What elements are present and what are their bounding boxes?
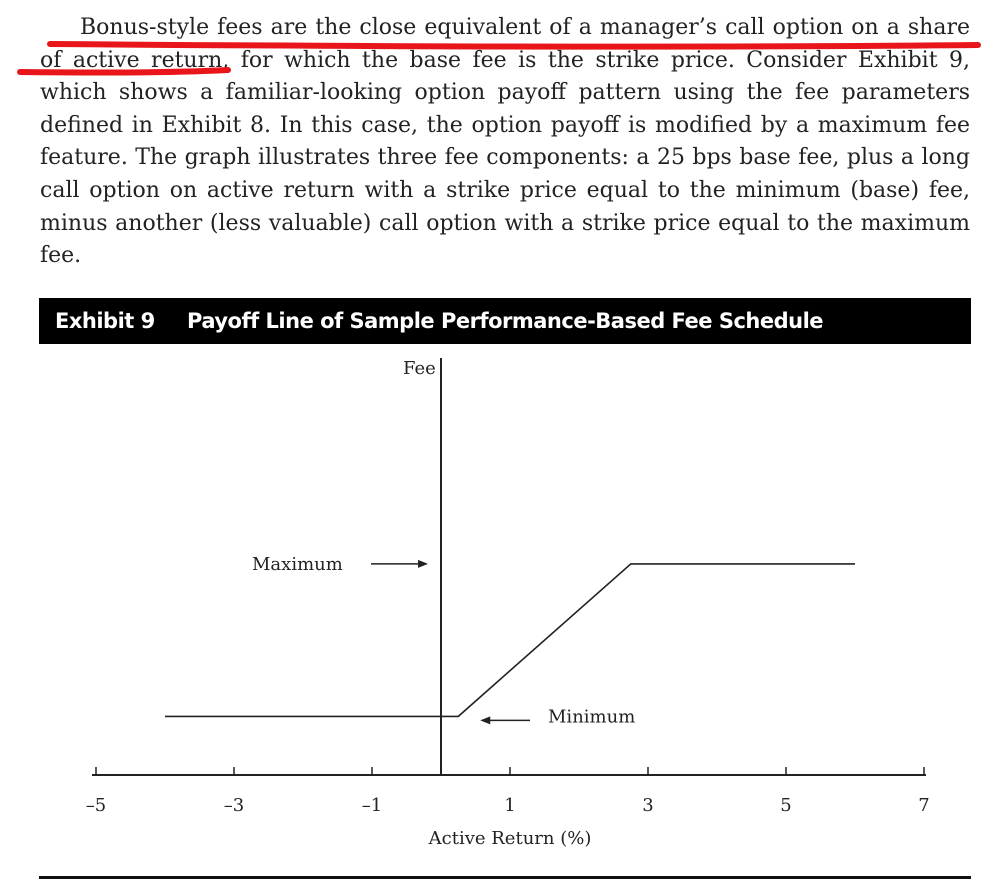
body-paragraph: Bonus-style fees are the close equivalent of a manager’s call option on a share of active return, for which the base fee is the strike price. Consider Exhibit 9, which shows a familiar-looking option payoff pattern using the fee parameters defined in Exhibit 8. In this case, the option payoff is modified by a maximum fee feature. The graph illustrates three fee components: a 25 bps base fee, plus a long call option on active return with a strike price equal to the minimum (base) fee, minus another (less valuable) call option with a strike price equal to the maximum fee. (40, 15, 970, 269)
bottom-rule (39, 876, 971, 879)
maximum-arrow-head (418, 560, 428, 568)
x-tick-label: 3 (642, 795, 654, 816)
minimum-annotation-label: Minimum (548, 706, 636, 728)
minimum-arrow-head (480, 716, 490, 724)
maximum-annotation-label: Maximum (252, 553, 343, 575)
payoff-chart (0, 344, 1001, 876)
fee-payoff-line (165, 564, 855, 717)
exhibit-title: Payoff Line of Sample Performance-Based Fee Schedule (187, 309, 824, 333)
x-tick-label: 7 (918, 795, 930, 816)
x-tick-label: –1 (361, 795, 383, 816)
x-axis-label: Active Return (%) (428, 828, 592, 849)
chart-axes (92, 358, 926, 849)
x-tick-label: –3 (223, 795, 245, 816)
chart-series (165, 564, 855, 717)
exhibit-header (39, 298, 971, 344)
x-tick-label: 1 (504, 795, 516, 816)
y-axis-label: Fee (403, 358, 436, 379)
x-tick-label: –5 (85, 795, 107, 816)
chart-annotations (252, 554, 635, 727)
exhibit-label: Exhibit 9 (55, 309, 155, 333)
x-tick-label: 5 (780, 795, 792, 816)
